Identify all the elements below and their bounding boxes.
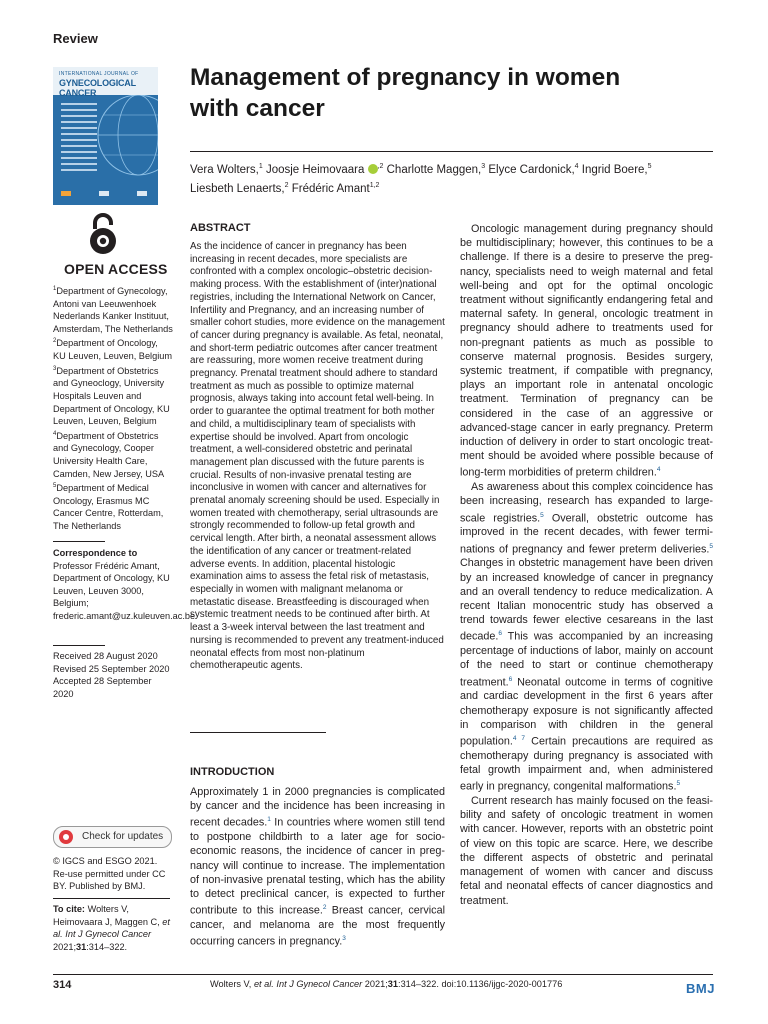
- cover-toc-lines: [61, 103, 97, 175]
- author[interactable]: Joosje Heimovaara $^{,2}$: [265, 163, 384, 176]
- cover-journal-line2: GYNECOLOGICAL CANCER: [59, 78, 136, 98]
- reference-link[interactable]: 5: [540, 511, 544, 519]
- crossmark-icon: [59, 830, 73, 844]
- reference-link[interactable]: 4 7: [512, 735, 526, 743]
- reference-link[interactable]: 5: [709, 542, 713, 550]
- correspondence: [53, 547, 196, 623]
- author[interactable]: Liesbeth Lenaerts,$^2$: [190, 182, 289, 196]
- reference-link[interactable]: 2: [322, 904, 327, 912]
- reference-link[interactable]: 4: [656, 466, 661, 474]
- date-revised: Revised 25 September 2020: [53, 663, 170, 674]
- reference-link[interactable]: 3: [342, 935, 346, 943]
- author-list: [190, 159, 713, 198]
- correspondence-heading: Correspondence to: [53, 548, 138, 558]
- reference-link[interactable]: 1: [267, 816, 271, 824]
- introduction-heading: INTRODUCTION: [190, 766, 275, 778]
- to-cite-box: To cite: Wolters V, Heimovaara J, Maggen C, et al. Int J Gynecol Cancer 2021;31:314–322.: [53, 898, 170, 953]
- copyright-notice: © IGCS and ESGO 2021. Re-use permitted under CC BY. Published by BMJ.: [53, 856, 166, 892]
- affiliation-1: $^1$Department of Gynecology, Antoni van Leeuwenhoek Nederlands Kanker Instituut, Amsterdam, The Netherlands: [53, 286, 173, 334]
- journal-cover: [53, 67, 158, 205]
- check-for-updates-button[interactable]: [53, 826, 172, 848]
- affiliation-5: $^5$Department of Medical Oncology, Erasmus MC Cancer Centre, Rotterdam, The Netherlands: [53, 483, 164, 531]
- affiliation-4: $^4$Department of Obstetrics and Gynecology, Cooper University Health Care, Camden, New Jersey, USA: [53, 430, 165, 479]
- footer-divider: [53, 974, 713, 975]
- date-accepted: Accepted 28 September 2020: [53, 676, 152, 699]
- author[interactable]: Ingrid Boere,$^5$: [581, 163, 652, 176]
- article-title: Management of pregnancy in women with cancer: [190, 64, 621, 122]
- author[interactable]: Vera Wolters,$^1$: [190, 163, 263, 176]
- reference-link[interactable]: 6: [498, 630, 503, 638]
- introduction-text: Approximately 1 in 2000 pregnancies is complicated by cancer and the incidence has been increasing in recent decades.$^1$ In countries where women still tend to postpone childbirth to a later age for socioeconomic reasons, the incidence of cancer in pregnancy will continue to increase. The implementation of non-invasive prenatal testing, which has the ability to detect preclinical cancer, is expected to further contribute to this increase.$^2$ Breast cancer, cervical cancer, and melanoma are the most frequently occurring cancers in pregnancy.$^3$: [190, 786, 445, 948]
- check-for-updates-label: Check for updates: [82, 831, 164, 842]
- date-received: Received 28 August 2020: [53, 651, 158, 661]
- footer-citation: Wolters V, et al. Int J Gynecol Cancer 2021;31:314–322. doi:10.1136/ijgc-2020-001776: [210, 979, 563, 989]
- to-cite-label: To cite:: [53, 904, 85, 914]
- abstract-heading: ABSTRACT: [190, 222, 251, 234]
- orcid-icon[interactable]: [368, 164, 378, 174]
- paragraph: Current research has mainly focused on the feasibility and safety of oncologic treatment in women with cancer. However, reports with an obstetric point of view on this topic are scarce. Here, we describe the different aspects of obstetric and perinatal management of women with cancer and discuss fetal and neonatal effects of cancer diagnostics and treatment.: [460, 795, 713, 907]
- title-divider: [190, 151, 713, 152]
- correspondence-text[interactable]: Professor Frédéric Amant, Department of Oncology, KU Leuven, Leuven 3000, Belgium; frederic.amant@uz.kuleuven.ac.be: [53, 560, 196, 621]
- divider: [53, 645, 105, 646]
- abstract-text: As the incidence of cancer in pregnancy has been increasing in recent decades, more specialists are confronted with a complex oncologic–obstetric decision-making process. With the establishment of (inter)national registries, including the International Network on Cancer, Infertility and Pregnancy, and an increasing number of smaller cohort studies, more evidence on the management of cancer during pregnancy is available. As fetal, neonatal, and short-term pediatric outcomes after cancer treatment are reassuring, more women receive treatment during pregnancy. Prenatal treatment should adhere to standard treatment as much as possible to optimize maternal prognosis, always taking into account fetal well-being. In order to guarantee the optimal treatment for both mother and child, a multidisciplinary team of specialists with expertise should be involved. Apart from oncologic treatment, a well-considered obstetric and perinatal management plan discussed with the future parents is crucial. Results of non-invasive prenatal testing are inconclusive in women with cancer and alternatives for prenatal anomaly screening should be used. Especially in women treated with chemotherapy, serial ultrasounds are strongly recommended to follow-up fetal growth and cervical length. After birth, a neonatal assessment allows the identification of any cancer or treatment-related adverse events. In addition, placental histologic examination aims to assess the fetal risk of metastasis, especially in women with malignant melanoma or metastatic disease. Breastfeeding is discouraged when systemic treatment needs to be continued after birth. At least a 3-week interval between the last treatment and nursing is recommended to prevent any treatment-induced neonatal effects from most non-platinum chemotherapeutic agents.: [190, 241, 445, 672]
- affiliation-3: $^3$Department of Obstetrics and Gyneoclogy, University Hospitals Leuven and Department of Oncology, KU Leuven, Leuven, Belgium: [53, 365, 170, 427]
- right-column-text: [460, 222, 713, 908]
- divider: [53, 541, 105, 542]
- author[interactable]: Elyce Cardonick,$^4$: [488, 163, 579, 176]
- paragraph: Oncologic management during pregnancy should be multidisciplinary; however, this continues to be a challenge. If there is a desire to preserve the pregnancy, specialists need to weigh maternal and fetal well-being and opt for the optimal oncologic treatment without significantly endangering fetal and maternal safety. In general, oncologic treatment in pregnancy should adhere to treatments used for non-pregnant patients as much as possible to conserve maternal prognosis. Besides surgery, systemic treatment, if compatible with pregnancy, plays an important role in antenatal oncologic treatment. Termination of pregnancy can be considered in the case of an aggressive or advanced-stage cancer in early pregnancy. Preterm induction of delivery in order to start oncologic treatment should be avoided where possible because of long-term morbidities of preterm children.$^4$: [460, 223, 713, 480]
- publisher-logo: BMJ: [686, 981, 715, 996]
- author[interactable]: Frédéric Amant$^{1,2}$: [291, 182, 380, 196]
- reference-link[interactable]: 5: [676, 780, 681, 788]
- cover-globe-graphic: [93, 95, 158, 205]
- affiliation-2: $^2$Department of Oncology, KU Leuven, Leuven, Belgium: [53, 338, 173, 362]
- author[interactable]: Charlotte Maggen,$^3$: [386, 163, 486, 176]
- open-access-icon: [86, 212, 120, 256]
- open-access-label: OPEN ACCESS: [64, 261, 168, 277]
- article-dates: [53, 650, 173, 700]
- paragraph: As awareness about this complex coincidence has been increasing, research has expanded to large-scale registries.$^5$ Overall, obstetric outcome has improved in the recent decades, with fewer terminations of pregnancy and fewer preterm deliveries.$^5$ Changes in obstetric management have been driven by an increased knowledge of cancer in pregnancy and an overall tendency to reduce medicalization. A recent Italian monocentric study has observed a trend towards fewer elective cesareans in the last decade.$^6$ This was accompanied by an increasing percentage of inductions of labor, mainly on account of the need to start or continue chemotherapy treatment.$^6$ Neonatal outcome in terms of cognitive and cardiac development in the first 6 years after chemotherapy exposure is not significantly affected in comparison with children in the general population.$^{4 7}$ Certain precautions are required as chemotherapy during pregnancy is associated with fetal growth impairment and, when administered early in pregnancy, congenital malformations.$^5$: [460, 481, 713, 793]
- section-label: Review: [53, 31, 98, 46]
- page-number: 314: [53, 979, 72, 991]
- reference-link[interactable]: 6: [508, 675, 513, 683]
- cover-journal-line1: INTERNATIONAL JOURNAL OF: [59, 71, 139, 77]
- affiliations: [53, 283, 173, 533]
- abstract-divider: [190, 732, 326, 733]
